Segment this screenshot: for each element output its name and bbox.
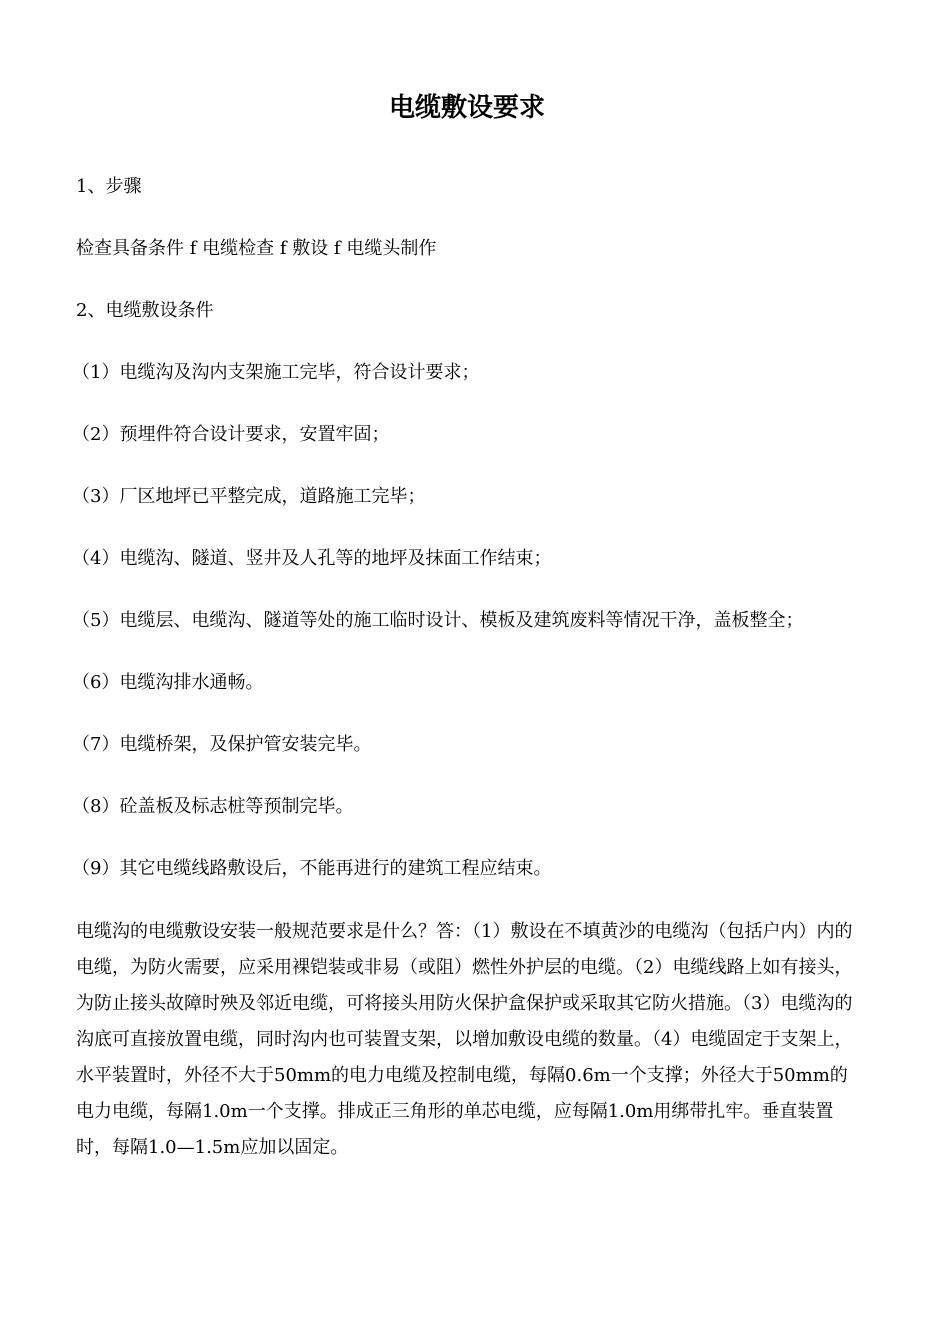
condition-item-7: （7）电缆桥架，及保护管安装完毕。 (72, 734, 372, 755)
section-heading-conditions: 2、电缆敷设条件 (76, 300, 214, 321)
condition-item-1: （1）电缆沟及沟内支架施工完毕，符合设计要求； (72, 362, 480, 383)
faq-paragraph: 电缆沟的电缆敷设安装一般规范要求是什么？答：（1）敷设在不填黄沙的电缆沟（包括户内）内的电缆，为防火需要，应采用裸铠装或非易（或阻）燃性外护层的电缆。（2）电缆线路上如有接头，为防止接头故障时殃及邻近电缆，可将接头用防火保护盒保护或采取其它防火措施。（3）电缆沟的沟底可直接放置电缆，同时沟内也可装置支架，以增加敷设电缆的数量。（4）电缆固定于支架上，水平装置时，外径不大于50mm的电力电缆及控制电缆，每隔0.6m一个支撑；外径大于50mm的电力电缆，每隔1.0m一个支撑。排成正三角形的单芯电缆，应每隔1.0m用绑带扎牢。垂直装置时，每隔1.0—1.5m应加以固定。 (76, 921, 853, 1158)
condition-item-6: （6）电缆沟排水通畅。 (72, 672, 264, 693)
condition-item-8: （8）砼盖板及标志桩等预制完毕。 (72, 796, 354, 817)
condition-item-3: （3）厂区地坪已平整完成，道路施工完毕； (72, 486, 426, 507)
document-title: 电缆敷设要求 (388, 93, 545, 123)
condition-item-5: （5）电缆层、电缆沟、隧道等处的施工临时设计、模板及建筑废料等情况干净，盖板整全； (72, 610, 804, 631)
section-heading-steps: 1、步骤 (76, 176, 142, 197)
condition-item-9: （9）其它电缆线路敷设后，不能再进行的建筑工程应结束。 (72, 858, 552, 879)
condition-item-4: （4）电缆沟、隧道、竖井及人孔等的地坪及抹面工作结束； (72, 548, 552, 569)
condition-item-2: （2）预埋件符合设计要求，安置牢固； (72, 424, 390, 445)
steps-sequence: 检查具备条件 f 电缆检查 f 敷设 f 电缆头制作 (76, 238, 437, 259)
